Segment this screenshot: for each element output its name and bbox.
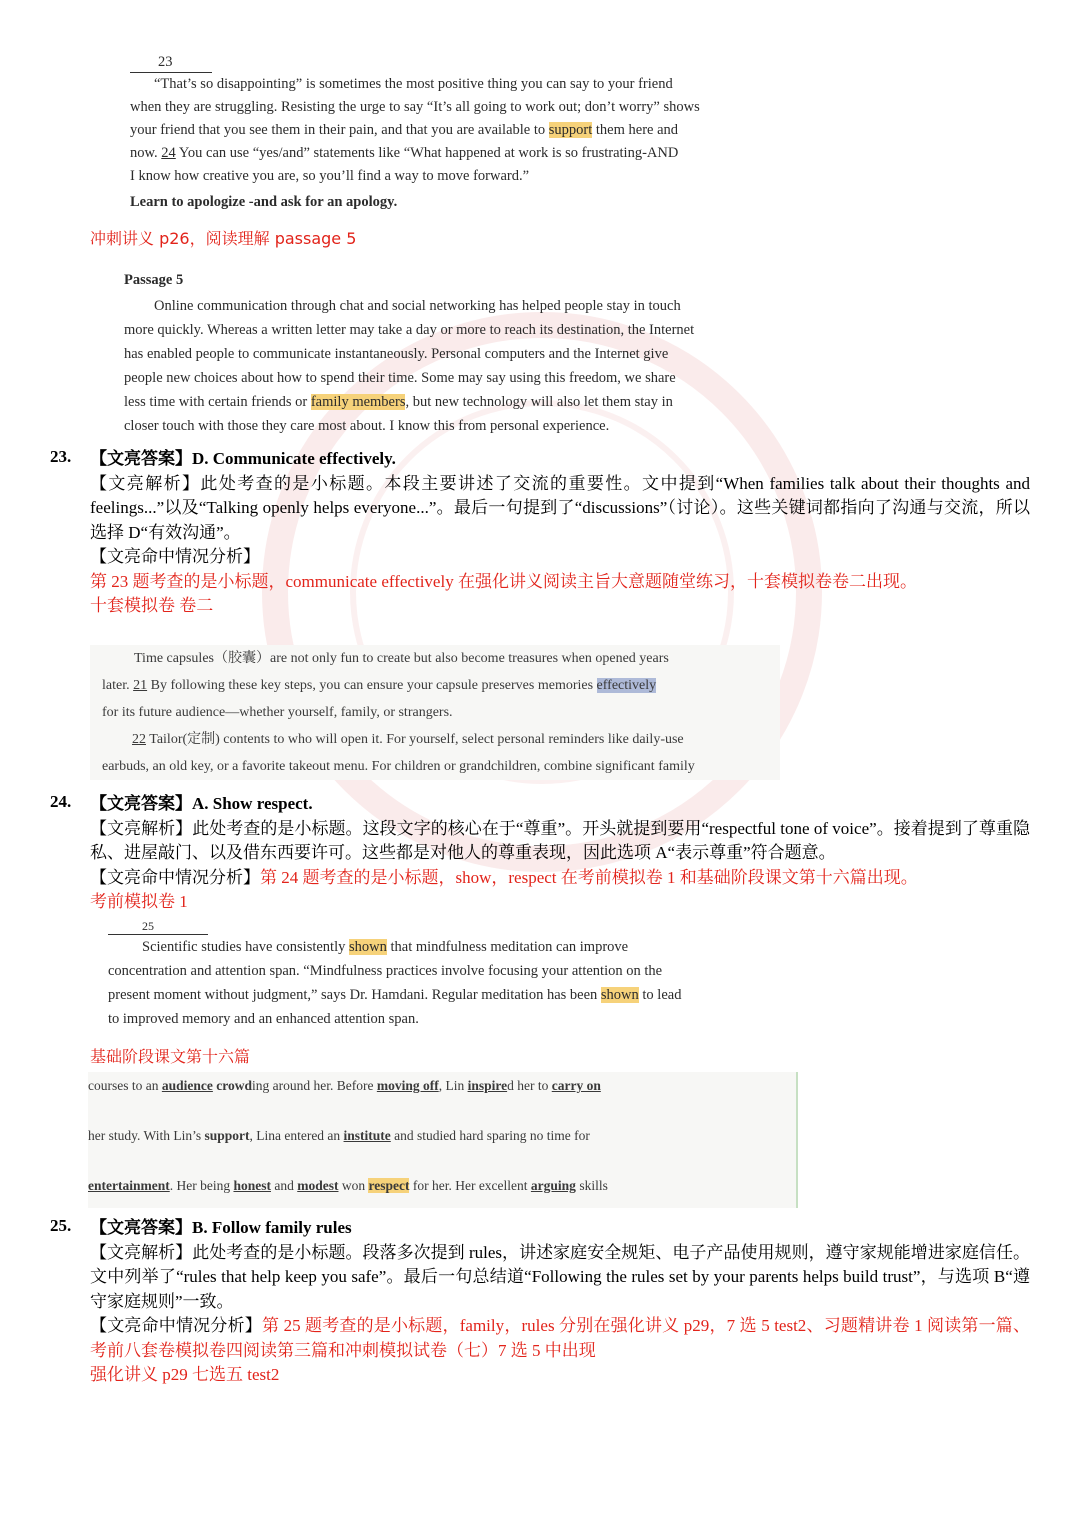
excerpt-line: more quickly. Whereas a written letter may take a day or more to reach its destination, the Internet (124, 322, 695, 338)
excerpt-line: people new choices about how to spend their time. Some may say using this freedom, we share (124, 370, 676, 386)
hit-label: 【文亮命中情况分析】 (90, 867, 260, 887)
question-24-block (90, 792, 1030, 915)
blank-25: 25 (108, 918, 208, 935)
hit-line (90, 866, 1030, 891)
excerpt-passage-5 (124, 268, 736, 438)
excerpt-line: concentration and attention span. “Mindfulness practices involve focusing your attention on the (108, 963, 663, 979)
hit-analysis: 第 25 题考查的是小标题，family，rules 分别在强化讲义 p29，7 选 5 test2、习题精讲卷 1 阅读第一篇、考前八套卷模拟卷四阅读第三篇和冲刺模拟试卷（七）7 选 5 中出现 (90, 1316, 1031, 1360)
excerpt-line: earbuds, an old key, or a favorite takeout menu. For children or grandchildren, combine significant family (102, 759, 695, 774)
hit-analysis: 第 24 题考查的是小标题，show，respect 在考前模拟卷 1 和基础阶段课文第十六篇出现。 (260, 867, 918, 887)
reference-label: 十套模拟卷 卷二 (90, 596, 214, 615)
answer-line: 【文亮答案】A. Show respect. (90, 794, 313, 813)
excerpt-line: closer touch with those they care most about. I know this from personal experience. (124, 418, 610, 434)
excerpt-passage-23 (130, 52, 730, 214)
excerpt-line: later. 21 By following these key steps, you can ensure your capsule preserves memories effectively (102, 678, 657, 693)
reference-label: 考前模拟卷 1 (90, 892, 188, 911)
question-23-block (90, 447, 1030, 619)
question-number: 23. (50, 447, 72, 466)
hit-label: 【文亮命中情况分析】 (90, 547, 260, 566)
excerpt-line: Scientific studies have consistently shown that mindfulness meditation can improve (142, 939, 629, 955)
excerpt-line: when they are struggling. Resisting the urge to say “It’s all going to work out; don’t worry” shows (130, 99, 700, 115)
hit-label: 【文亮命中情况分析】 (90, 1316, 262, 1335)
excerpt-line: for its future audience—whether yourself, family, or strangers. (102, 705, 453, 720)
question-number: 25. (50, 1216, 72, 1235)
excerpt-line: her study. With Lin’s support, Lina entered an institute and studied hard sparing no time for (88, 1128, 590, 1143)
excerpt-image-lin-story (88, 1072, 798, 1208)
analysis-text: 【文亮解析】此处考查的是小标题。本段主要讲述了交流的重要性。文中提到“When families talk about their thoughts and feelings...”以及“Talking openly helps everyone...”。最后一句提到了“discussions”（讨论）。这些关键词都指向了沟通与交流，所以选择 D“有效沟通”。 (90, 473, 1030, 542)
highlight-family-members: family members (310, 394, 406, 410)
excerpt-line: has enabled people to communicate instantaneously. Personal computers and the Internet give (124, 346, 669, 362)
answer-line: 【文亮答案】B. Follow family rules (90, 1218, 352, 1237)
excerpt-line: entertainment. Her being honest and modest won respect for her. Her excellent arguing skills (88, 1178, 608, 1193)
excerpt-line: to improved memory and an enhanced attention span. (108, 1011, 419, 1027)
answer-line: 【文亮答案】D. Communicate effectively. (90, 449, 396, 468)
excerpt-line: “That’s so disappointing” is sometimes the most positive thing you can say to your friend (154, 76, 673, 92)
excerpt-line: courses to an audience crowding around her. Before moving off, Lin inspired her to carry on (88, 1078, 601, 1093)
excerpt-line: your friend that you see them in their pain, and that you are available to support them here and (130, 122, 679, 138)
highlight-shown: shown (600, 987, 639, 1003)
excerpt-mindfulness (108, 918, 776, 1031)
blank-23: 23 (130, 52, 212, 73)
highlight-respect: respect (368, 1178, 410, 1193)
excerpt-line: now. 24 You can use “yes/and” statements like “What happened at work is so frustrating-AND (130, 145, 679, 161)
passage-title: Passage 5 (124, 272, 184, 288)
highlight-effectively: effectively (596, 678, 657, 693)
excerpt-heading: Learn to apologize -and ask for an apology. (130, 194, 398, 210)
excerpt-line: 22 Tailor(定制) contents to who will open it. For yourself, select personal reminders like daily-use (132, 732, 684, 747)
highlight-support: support (548, 122, 593, 138)
hit-analysis: 第 23 题考查的是小标题，communicate effectively 在强化讲义阅读主旨大意题随堂练习，十套模拟卷卷二出现。 (90, 571, 917, 591)
highlight-shown: shown (349, 939, 387, 955)
reference-label: 基础阶段课文第十六篇 (90, 1047, 251, 1066)
excerpt-image-time-capsules (90, 645, 780, 780)
question-number: 24. (50, 792, 72, 811)
excerpt-line: Online communication through chat and social networking has helped people stay in touch (154, 298, 681, 314)
excerpt-line: I know how creative you are, so you’ll find a way to move forward.” (130, 168, 530, 184)
excerpt-line: Time capsules（胶囊）are not only fun to create but also become treasures when opened years (134, 651, 669, 666)
hit-line (90, 1314, 1030, 1363)
blank-24: 24 (161, 145, 176, 161)
analysis-text: 【文亮解析】此处考查的是小标题。段落多次提到 rules，讲述家庭安全规矩、电子产品使用规则，遵守家规能增进家庭信任。文中列举了“rules that help keep you safe”。最后一句总结道“Following the rules set by your parents helps build trust”，与选项 B“遵守家庭规则”一致。 (90, 1242, 1030, 1311)
excerpt-line: less time with certain friends or family members, but new technology will also let them stay in (124, 394, 673, 410)
question-25-block (90, 1216, 1030, 1388)
reference-label: 冲刺讲义 p26，阅读理解 passage 5 (90, 229, 357, 248)
analysis-text: 【文亮解析】此处考查的是小标题。这段文字的核心在于“尊重”。开头就提到要用“respectful tone of voice”。接着提到了尊重隐私、进屋敲门、以及借东西要许可。这些都是对他人的尊重表现，因此选项 A“表示尊重”符合题意。 (90, 818, 1030, 862)
reference-label: 强化讲义 p29 七选五 test2 (90, 1365, 280, 1384)
excerpt-line: present moment without judgment,” says Dr. Hamdani. Regular meditation has been shown to lead (108, 987, 682, 1003)
